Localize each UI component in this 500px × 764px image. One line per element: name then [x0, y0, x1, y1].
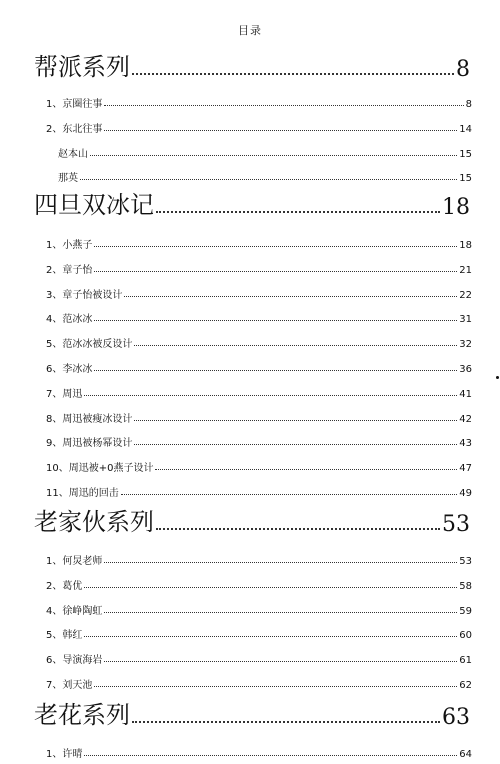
toc-entry-label: 3、章子怡被设计 [46, 289, 123, 301]
toc-entry-label: 1、许晴 [46, 749, 83, 760]
toc-entry-page: 53 [459, 556, 472, 567]
dot-leader [104, 612, 457, 613]
dot-leader [156, 528, 440, 530]
toc-entry-label: 5、范冰冰被反设计 [46, 339, 133, 351]
toc-entry-page: 64 [459, 749, 472, 760]
dot-leader [155, 469, 457, 470]
toc-entry-label: 2、葛优 [46, 580, 83, 592]
toc-section-title: 老花系列 [34, 701, 130, 729]
toc-entry[interactable] [0, 357, 500, 375]
dot-leader [104, 562, 457, 563]
toc-entry[interactable] [0, 382, 500, 400]
toc-entry[interactable] [0, 332, 500, 350]
toc-entry-label: 10、周迅被+0燕子设计 [46, 463, 154, 475]
stray-mark [496, 376, 499, 379]
dot-leader [156, 211, 440, 213]
dot-leader [132, 73, 454, 75]
toc-entry-label: 7、刘天池 [46, 680, 93, 691]
toc-entry[interactable] [0, 307, 500, 325]
toc-entry[interactable] [0, 742, 500, 760]
toc-section-title: 帮派系列 [34, 53, 130, 81]
toc-entry[interactable] [0, 233, 500, 251]
toc-entry-page: 49 [459, 488, 472, 499]
dot-leader [94, 271, 457, 272]
toc-section-page: 18 [442, 195, 470, 220]
toc-entry[interactable] [0, 549, 500, 567]
toc-entry-label: 2、章子怡 [46, 264, 93, 276]
toc-entry[interactable] [0, 648, 500, 666]
toc-entry-page: 62 [459, 680, 472, 691]
toc-entry-label: 9、周迅被杨幂设计 [46, 438, 133, 450]
toc-entry[interactable] [0, 456, 500, 474]
toc-entry-label: 6、导演海岩 [46, 655, 103, 667]
toc-entry-page: 22 [459, 289, 472, 301]
toc-entry-page: 14 [459, 123, 472, 135]
dot-leader [80, 179, 457, 180]
toc-entry[interactable] [0, 142, 500, 160]
toc-section[interactable] [0, 698, 500, 730]
toc-section-page: 8 [456, 57, 470, 82]
dot-leader [90, 155, 457, 156]
toc-entry-label: 11、周迅的回击 [46, 488, 119, 499]
toc-entry-label: 赵本山 [58, 148, 88, 160]
toc-entry-label: 那英 [58, 173, 78, 185]
toc-entry-page: 61 [459, 655, 472, 667]
toc-entry-page: 21 [459, 264, 472, 276]
toc-entry[interactable] [0, 574, 500, 592]
dot-leader [94, 320, 457, 321]
toc-entry-page: 58 [459, 580, 472, 592]
dot-leader [94, 686, 457, 687]
dot-leader [104, 130, 457, 131]
dot-leader [124, 296, 457, 297]
dot-leader [134, 420, 457, 421]
dot-leader [84, 755, 457, 756]
toc-entry-label: 1、小燕子 [46, 240, 93, 251]
dot-leader [84, 636, 457, 637]
toc-section-title: 四旦双冰记 [34, 191, 154, 219]
toc-entry-page: 15 [459, 173, 472, 185]
toc-entry[interactable] [0, 481, 500, 499]
toc-entry-page: 42 [459, 413, 472, 425]
toc-entry[interactable] [0, 92, 500, 110]
toc-entry-page: 15 [459, 148, 472, 160]
toc-entry-label: 6、李冰冰 [46, 364, 93, 375]
toc-entry-page: 8 [465, 99, 472, 110]
toc-section-title: 老家伙系列 [34, 508, 154, 536]
toc-entry-label: 7、周迅 [46, 388, 83, 400]
dot-leader [84, 587, 457, 588]
dot-leader [94, 370, 457, 371]
toc-entry[interactable] [0, 623, 500, 641]
dot-leader [134, 444, 457, 445]
page-title: 目录 [238, 24, 262, 37]
toc-entry-label: 2、东北往事 [46, 123, 103, 135]
toc-entry-page: 47 [459, 463, 472, 475]
toc-entry-label: 4、徐峥陶虹 [46, 605, 103, 617]
toc-entry[interactable] [0, 407, 500, 425]
toc-entry-label: 1、京圈往事 [46, 99, 103, 110]
toc-entry-page: 18 [459, 240, 472, 251]
toc-section[interactable] [0, 505, 500, 537]
toc-entry-page: 60 [459, 630, 472, 642]
dot-leader [134, 345, 457, 346]
toc-entry-label: 4、范冰冰 [46, 314, 93, 326]
toc-entry-page: 36 [459, 364, 472, 375]
dot-leader [104, 661, 457, 662]
toc-entry-label: 1、何炅老师 [46, 556, 103, 567]
toc-entry[interactable] [0, 117, 500, 135]
toc-entry-page: 59 [459, 605, 472, 617]
dot-leader [132, 721, 440, 723]
toc-entry[interactable] [0, 166, 500, 184]
toc-entry[interactable] [0, 283, 500, 301]
toc-entry[interactable] [0, 258, 500, 276]
toc-entry-page: 41 [459, 388, 472, 400]
toc-entry[interactable] [0, 673, 500, 691]
toc-entry-label: 5、韩红 [46, 630, 83, 642]
toc-entry-page: 43 [459, 438, 472, 450]
toc-entry[interactable] [0, 431, 500, 449]
dot-leader [121, 494, 458, 495]
toc-entry-label: 8、周迅被瘦冰设计 [46, 413, 133, 425]
toc-entry[interactable] [0, 599, 500, 617]
dot-leader [94, 246, 457, 247]
dot-leader [104, 105, 463, 106]
toc-section[interactable] [0, 50, 500, 82]
toc-section-page: 63 [442, 705, 470, 730]
dot-leader [84, 395, 457, 396]
toc-section-page: 53 [442, 512, 470, 537]
toc-section[interactable] [0, 188, 500, 220]
toc-entry-page: 31 [459, 314, 472, 326]
toc-entry-page: 32 [459, 339, 472, 351]
